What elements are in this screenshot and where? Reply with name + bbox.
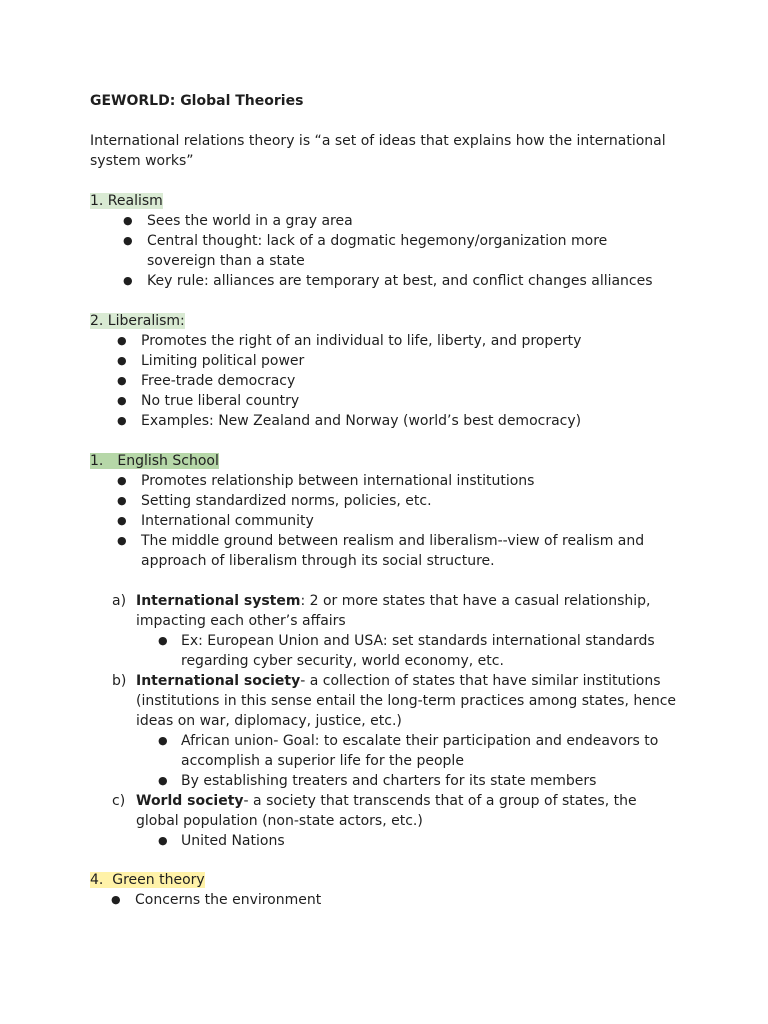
term: International system <box>136 593 301 609</box>
list-item: ● United Nations <box>136 831 678 851</box>
list-item: ● Central thought: lack of a dogmatic hegemony/organization more sovereign than a state <box>90 231 678 271</box>
term: World society <box>136 793 244 809</box>
list-item: ● Concerns the environment <box>84 890 678 910</box>
list-item: ● International community <box>90 511 678 531</box>
list-marker: b) <box>112 673 127 689</box>
list-marker: a) <box>112 593 127 609</box>
liberalism-section <box>90 311 678 431</box>
term-definition: - a society that transcends that of a group of states, the global population (non-state actors, etc.) <box>136 793 637 829</box>
list-item: ● Sees the world in a gray area <box>90 211 678 231</box>
liberalism-list <box>90 331 678 431</box>
list-item: ● By establishing treaters and charters for its state members <box>136 771 678 791</box>
heading-number: 1. <box>90 453 104 469</box>
list-item: ● Key rule: alliances are temporary at best, and conflict changes alliances <box>90 271 678 291</box>
alpha-item-a <box>90 591 678 671</box>
sub-list <box>136 731 678 791</box>
list-item: ● No true liberal country <box>90 391 678 411</box>
green-theory-heading: 4. Green theory <box>90 872 205 888</box>
liberalism-heading: 2. Liberalism: <box>90 313 185 329</box>
list-item: ● Ex: European Union and USA: set standards international standards regarding cyber security, world economy, etc. <box>136 631 678 671</box>
list-item: ● African union- Goal: to escalate their participation and endeavors to accomplish a superior life for the people <box>136 731 678 771</box>
list-item: ● Free-trade democracy <box>90 371 678 391</box>
alpha-item-c <box>90 791 678 851</box>
document-title: GEWORLD: Global Theories <box>90 93 304 109</box>
list-item: ● Setting standardized norms, policies, etc. <box>90 491 678 511</box>
list-item: ● The middle ground between realism and liberalism--view of realism and approach of liberalism through its social structure. <box>90 531 678 571</box>
green-theory-section <box>90 870 678 910</box>
sub-list <box>136 831 678 851</box>
list-item: ● Limiting political power <box>90 351 678 371</box>
list-marker: c) <box>112 793 126 809</box>
english-school-list <box>90 471 678 571</box>
english-school-subpoints <box>90 591 678 851</box>
list-item: ● Promotes relationship between international institutions <box>90 471 678 491</box>
list-item: ● Examples: New Zealand and Norway (world’s best democracy) <box>90 411 678 431</box>
english-school-section <box>90 451 678 571</box>
term-definition: - a collection of states that have similar institutions (institutions in this sense entail the long-term practices among states, hence ideas on war, diplomacy, justice, etc.) <box>136 673 677 729</box>
list-item: ● Promotes the right of an individual to life, liberty, and property <box>90 331 678 351</box>
term-definition: : 2 or more states that have a casual relationship, impacting each other’s affairs <box>136 593 651 629</box>
term: International society <box>136 673 301 689</box>
realism-list <box>90 211 678 291</box>
realism-section <box>90 191 678 291</box>
sub-list <box>136 631 678 671</box>
alpha-item-b <box>90 671 678 791</box>
intro-paragraph: International relations theory is “a set of ideas that explains how the international system works” <box>90 133 666 169</box>
green-theory-list <box>84 890 678 910</box>
english-school-heading <box>90 453 219 469</box>
heading-text: English School <box>117 453 219 469</box>
alpha-list <box>90 591 678 851</box>
realism-heading: 1. Realism <box>90 193 163 209</box>
